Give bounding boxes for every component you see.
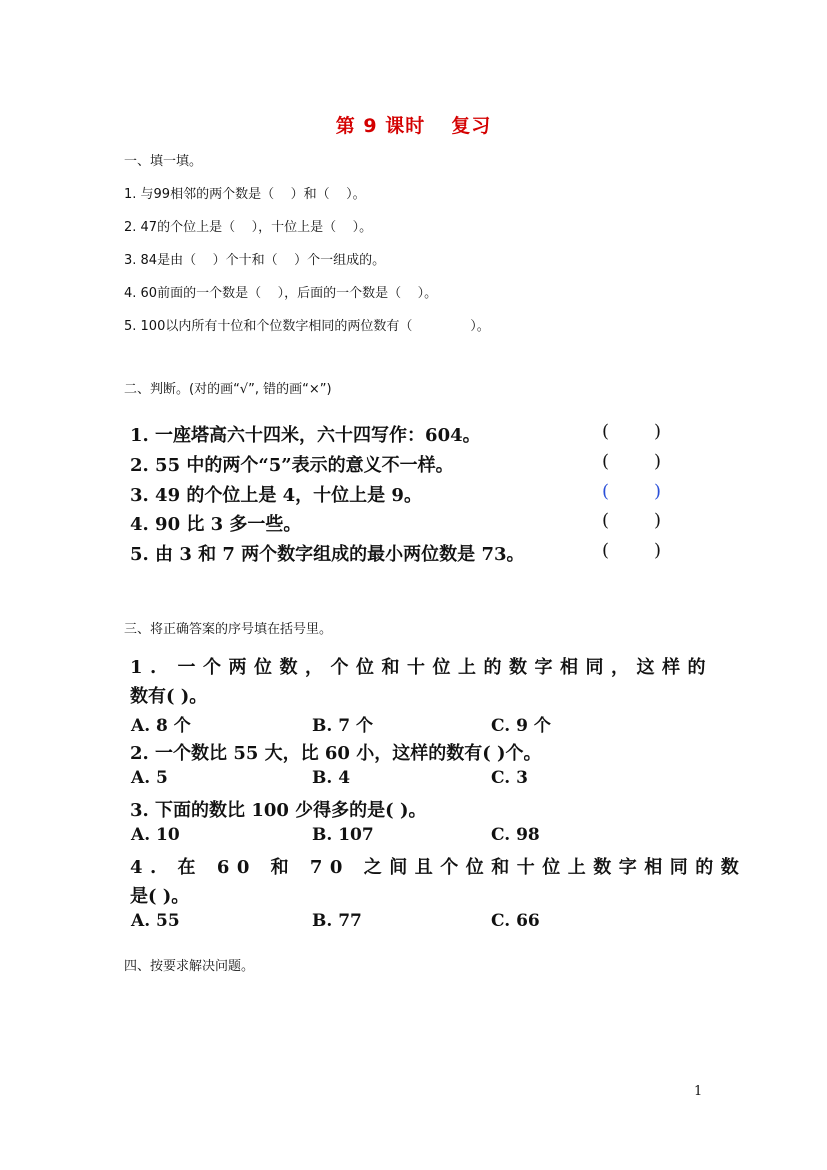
judge-item-2: 2. 55 中的两个“5”表示的意义不一样。	[130, 455, 454, 476]
choice-q3-option-a: A. 10	[131, 825, 180, 845]
page-number: 1	[694, 1084, 703, 1099]
fill-item-4: 4. 60前面的一个数是（ ），后面的一个数是（ ）。	[124, 286, 438, 301]
section4-heading: 四、按要求解决问题。	[124, 959, 255, 974]
fill-item-5: 5. 100以内所有十位和个位数字相同的两位数有（ ）。	[124, 319, 490, 334]
choice-q2-option-c: C. 3	[491, 768, 528, 788]
judge-item-3: 3. 49 的个位上是 4，十位上是 9。	[130, 485, 422, 506]
judge-item-1: 1. 一座塔高六十四米，六十四写作：604。	[130, 425, 481, 446]
section3-heading: 三、将正确答案的序号填在括号里。	[124, 622, 333, 637]
choice-q3-option-c: C. 98	[491, 825, 540, 845]
fill-item-1: 1. 与99相邻的两个数是（ ）和（ ）。	[124, 187, 366, 202]
fill-item-3: 3. 84是由（ ）个十和（ ）个一组成的。	[124, 253, 386, 268]
choice-q3: 3. 下面的数比 100 少得多的是( )。	[130, 800, 427, 821]
section2-heading: 二、判断。(对的画“√”, 错的画“×”)	[124, 382, 332, 397]
judge-item-5: 5. 由 3 和 7 两个数字组成的最小两位数是 73。	[130, 544, 525, 565]
page-title	[0, 111, 827, 138]
choice-q4-option-a: A. 55	[131, 911, 180, 931]
lesson-number: 第 9 课时	[335, 115, 426, 137]
choice-q2: 2. 一个数比 55 大，比 60 小，这样的数有( )个。	[130, 743, 542, 764]
choice-q1-option-a: A. 8 个	[131, 716, 191, 736]
lesson-topic: 复习	[451, 115, 492, 137]
section1-heading: 一、填一填。	[124, 154, 203, 169]
choice-q4-option-b: B. 77	[312, 911, 362, 931]
choice-q1-line1: 1. 一个两位数，个位和十位上的数字相同，这样的	[130, 657, 714, 678]
choice-q1-option-c: C. 9 个	[491, 716, 551, 736]
choice-q2-option-a: A. 5	[131, 768, 168, 788]
choice-q2-option-b: B. 4	[312, 768, 351, 788]
choice-q4-option-c: C. 66	[491, 911, 540, 931]
choice-q3-option-b: B. 107	[312, 825, 374, 845]
choice-q4-line2: 是( )。	[130, 886, 190, 907]
fill-item-2: 2. 47的个位上是（ ），十位上是（ ）。	[124, 220, 373, 235]
choice-q1-option-b: B. 7 个	[312, 716, 373, 736]
choice-q1-line2: 数有( )。	[130, 686, 208, 707]
judge-item-4: 4. 90 比 3 多一些。	[130, 514, 302, 535]
choice-q4-line1: 4. 在 60 和 70 之间且个位和十位上数字相同的数	[130, 857, 747, 878]
